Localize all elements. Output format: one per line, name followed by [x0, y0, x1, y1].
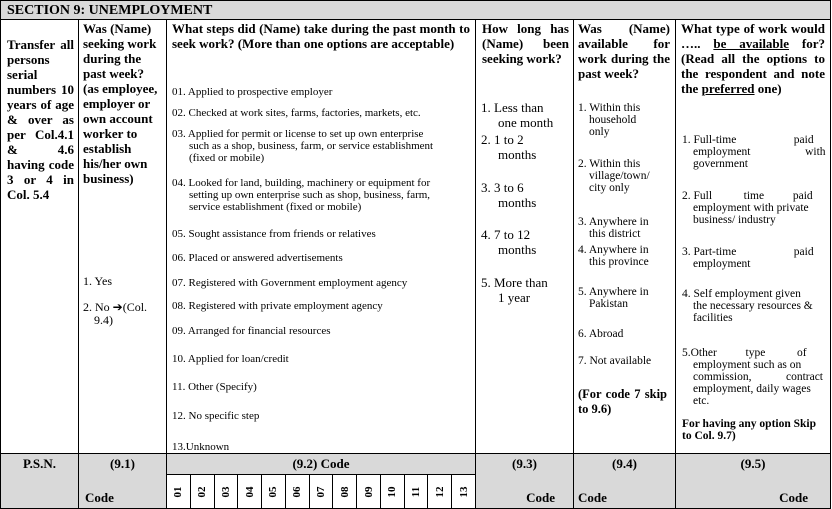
- duration-option-1-line1: 1. Less than: [481, 100, 544, 115]
- work-type-option-5-line1: 5.Other type of: [682, 347, 807, 359]
- work-type-option-5-line5: etc.: [693, 395, 710, 407]
- code-box-06-label: 06: [291, 486, 304, 497]
- step-option-02[interactable]: 02. Checked at work sites, farms, factories, markets, etc.: [172, 107, 421, 119]
- code-9-5-cell[interactable]: [676, 454, 831, 509]
- work-type-skip-note: For having any option Skip to Col. 9.7): [682, 418, 817, 442]
- availability-option-4-line2: this province: [589, 256, 649, 268]
- duration-option-3[interactable]: [481, 180, 567, 210]
- work-type-option-1-line3: government: [693, 158, 748, 170]
- availability-option-2-line2: village/town/: [589, 170, 650, 182]
- code-box-04-label: 04: [243, 486, 256, 497]
- step-option-09[interactable]: 09. Arranged for financial resources: [172, 325, 331, 337]
- code-9-1-code: Code: [85, 490, 114, 505]
- code-box-05[interactable]: [262, 475, 286, 508]
- duration-option-3-line2: months: [498, 195, 537, 210]
- work-type-option-4[interactable]: [682, 288, 824, 324]
- availability-option-3-line2: this district: [589, 228, 641, 240]
- code-9-4-cell[interactable]: [574, 454, 676, 509]
- work-type-option-1[interactable]: [682, 134, 824, 170]
- duration-option-3-line1: 3. 3 to 6: [481, 180, 524, 195]
- step-option-07[interactable]: 07. Registered with Government employment agency: [172, 277, 408, 289]
- work-type-option-2-line2: employment with private: [693, 202, 809, 214]
- duration-option-5-line2: 1 year: [498, 290, 531, 305]
- work-type-option-1-line1: 1. Full-time paid: [682, 134, 814, 146]
- code-9-1-cell[interactable]: [79, 454, 167, 509]
- work-type-option-3-line1: 3. Part-time paid: [682, 246, 814, 258]
- code-box-01-label: 01: [172, 486, 185, 497]
- work-type-option-2-line1: 2. Full time paid: [682, 190, 813, 202]
- duration-option-2-line1: 2. 1 to 2: [481, 132, 524, 147]
- work-type-question-b: for? (Read all the options to the respondent and note the: [681, 36, 825, 96]
- work-type-question: [676, 20, 830, 96]
- code-box-12[interactable]: [428, 475, 452, 508]
- work-type-option-3[interactable]: [682, 246, 824, 270]
- option-no-skip: 9.4): [94, 313, 113, 327]
- code-box-12-label: 12: [433, 486, 446, 497]
- option-no[interactable]: [83, 301, 162, 327]
- work-type-option-3-line2: employment: [693, 258, 751, 270]
- duration-option-1[interactable]: [481, 100, 567, 130]
- step-option-04-line2: setting up own enterprise such as shop, business, farm,: [189, 189, 431, 201]
- steps-question: What steps did (Name) take during the past month to seek work? (More than one options are acceptable): [172, 21, 470, 51]
- code-box-10-label: 10: [386, 486, 399, 497]
- duration-option-5-line1: 5. More than: [481, 275, 548, 290]
- availability-option-1-line2: household: [589, 114, 637, 126]
- duration-option-4-line1: 4. 7 to 12: [481, 227, 531, 242]
- duration-question: How long has (Name) been seeking work?: [482, 21, 569, 66]
- code-box-02[interactable]: [191, 475, 215, 508]
- duration-option-2-line2: months: [498, 147, 537, 162]
- psn-footer-cell: [0, 454, 79, 509]
- code-9-4-code: Code: [578, 490, 607, 505]
- code-9-2-label: (9.2) Code: [292, 456, 350, 471]
- code-box-13[interactable]: [452, 475, 475, 508]
- code-box-08[interactable]: [333, 475, 357, 508]
- step-option-03-line3: (fixed or mobile): [189, 152, 265, 164]
- steps-column: [167, 20, 476, 454]
- step-option-13[interactable]: 13.Unknown: [172, 441, 230, 453]
- code-box-10[interactable]: [381, 475, 405, 508]
- work-type-question-a: What type of work would …..: [681, 21, 825, 51]
- step-option-04[interactable]: [172, 177, 467, 213]
- duration-option-2[interactable]: [481, 132, 567, 162]
- step-option-03[interactable]: [172, 128, 467, 164]
- step-option-01[interactable]: 01. Applied to prospective employer: [172, 86, 333, 98]
- duration-column: [476, 20, 574, 454]
- code-box-04[interactable]: [238, 475, 262, 508]
- step-option-12[interactable]: 12. No specific step: [172, 410, 260, 422]
- code-box-05-label: 05: [267, 486, 280, 497]
- code-9-3-cell[interactable]: [476, 454, 574, 509]
- availability-option-5[interactable]: [578, 286, 667, 310]
- availability-question: Was (Name) available for work during the past week?: [578, 21, 670, 81]
- work-type-question-underlined: be available: [713, 36, 790, 51]
- work-type-question-c: one): [754, 81, 782, 96]
- duration-option-4[interactable]: [481, 227, 567, 257]
- seeking-work-question: Was (Name) seeking work during the past week? (as employee, employer or own account worker to establish his/her own business): [83, 21, 158, 186]
- availability-option-3[interactable]: [578, 216, 667, 240]
- code-9-3-label: (9.3): [512, 456, 537, 471]
- psn-label: P.S.N.: [22, 456, 57, 471]
- work-type-column: [676, 20, 831, 454]
- step-option-04-line1: 04. Looked for land, building, machinery or equipment for: [172, 177, 431, 189]
- step-option-06[interactable]: 06. Placed or answered advertisements: [172, 252, 343, 264]
- code-9-5-label: (9.5): [740, 456, 766, 471]
- availability-option-2-line3: city only: [589, 182, 630, 194]
- work-type-option-5-line3: commission, contract: [693, 371, 823, 383]
- availability-skip-note: (For code 7 skip to 9.6): [578, 387, 667, 416]
- availability-option-7[interactable]: 7. Not available: [578, 355, 652, 367]
- work-type-option-4-line3: facilities: [693, 312, 733, 324]
- code-box-01[interactable]: [167, 475, 191, 508]
- step-option-03-line1: 03. Applied for permit or license to set up own enterprise: [172, 128, 424, 140]
- availability-option-5-line1: 5. Anywhere in: [578, 286, 649, 298]
- availability-option-4-line1: 4. Anywhere in: [578, 244, 649, 256]
- transfer-instructions-column: [0, 20, 79, 454]
- duration-option-4-line2: months: [498, 242, 537, 257]
- code-box-13-label: 13: [457, 486, 470, 497]
- availability-option-1[interactable]: [578, 102, 667, 138]
- code-box-09-label: 09: [362, 486, 375, 497]
- work-type-option-2-line3: business/ industry: [693, 214, 776, 226]
- code-box-02-label: 02: [196, 486, 209, 497]
- availability-option-4[interactable]: [578, 244, 667, 268]
- code-box-11-label: 11: [410, 486, 423, 497]
- code-box-08-label: 08: [338, 486, 351, 497]
- code-box-09[interactable]: [357, 475, 381, 508]
- work-type-option-5[interactable]: [682, 347, 824, 407]
- work-type-option-4-line2: the necessary resources &: [693, 300, 813, 312]
- option-yes[interactable]: 1. Yes: [83, 274, 113, 288]
- work-type-option-2[interactable]: [682, 190, 824, 226]
- availability-option-1-line1: 1. Within this: [578, 102, 641, 114]
- code-box-03[interactable]: [215, 475, 239, 508]
- work-type-option-1-line2: employment with: [693, 146, 826, 158]
- section-title: SECTION 9: UNEMPLOYMENT: [0, 0, 831, 20]
- work-type-option-5-line4: employment, daily wages: [693, 383, 811, 395]
- code-9-1-label: (9.1): [110, 456, 135, 471]
- step-option-08[interactable]: 08. Registered with private employment agency: [172, 300, 383, 312]
- duration-option-5[interactable]: [481, 275, 567, 305]
- availability-option-2[interactable]: [578, 158, 667, 194]
- code-9-2-cell: [167, 454, 476, 509]
- code-9-3-code: Code: [526, 490, 555, 505]
- step-option-05[interactable]: 05. Sought assistance from friends or relatives: [172, 228, 376, 240]
- work-type-option-5-line2: employment such as on: [693, 359, 802, 371]
- code-box-03-label: 03: [219, 486, 232, 497]
- code-box-07[interactable]: [310, 475, 334, 508]
- availability-column: [574, 20, 676, 454]
- work-type-question-preferred: preferred: [701, 81, 755, 96]
- code-9-5-code: Code: [779, 490, 808, 505]
- code-9-2-boxes: [167, 474, 475, 508]
- duration-option-1-line2: one month: [498, 115, 554, 130]
- step-option-10[interactable]: 10. Applied for loan/credit: [172, 353, 289, 365]
- availability-option-6[interactable]: 6. Abroad: [578, 328, 624, 340]
- code-box-06[interactable]: [286, 475, 310, 508]
- availability-option-3-line1: 3. Anywhere in: [578, 216, 649, 228]
- availability-option-1-line3: only: [589, 126, 610, 138]
- seeking-work-column: [79, 20, 167, 454]
- code-box-07-label: 07: [314, 486, 327, 497]
- transfer-instructions: Transfer all persons serial numbers 10 years of age & over as per Col.4.1 & 4.6 having code 3 or 4 in Col. 5.4: [7, 37, 74, 202]
- step-option-11[interactable]: 11. Other (Specify): [172, 381, 257, 393]
- availability-option-2-line1: 2. Within this: [578, 158, 641, 170]
- code-box-11[interactable]: [405, 475, 429, 508]
- work-type-option-4-line1: 4. Self employment given: [682, 288, 801, 300]
- availability-option-5-line2: Pakistan: [589, 298, 628, 310]
- option-no-label: 2. No ➔(Col.: [83, 300, 148, 314]
- code-9-4-label: (9.4): [612, 456, 637, 471]
- step-option-04-line3: service establishment (fixed or mobile): [189, 201, 362, 213]
- step-option-03-line2: such as a shop, business, farm, or service establishment: [189, 140, 434, 152]
